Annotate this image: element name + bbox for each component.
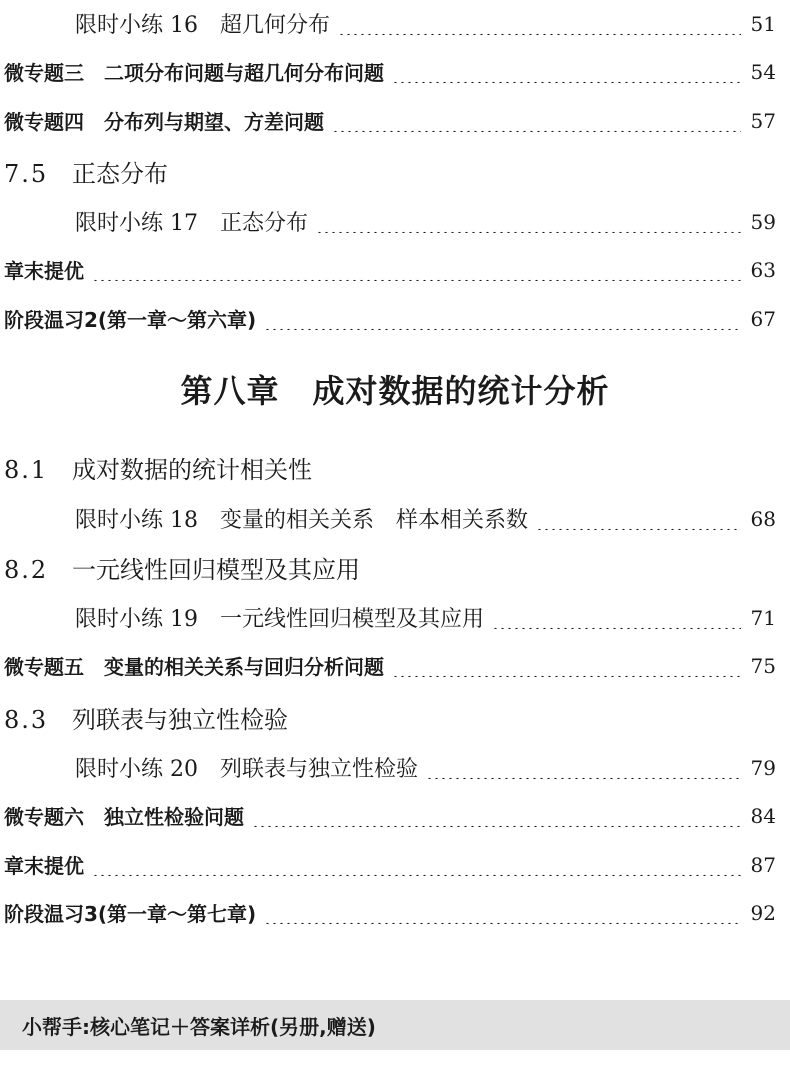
toc-entry[interactable]: [0, 206, 790, 237]
toc-entry-label: 微专题三 二项分布问题与超几何分布问题: [4, 61, 384, 85]
toc-entry[interactable]: [0, 106, 790, 135]
leader-dots: [252, 805, 741, 827]
leader-dots: [264, 308, 740, 330]
toc-page-number: 59: [750, 209, 776, 234]
section-title: 列联表与独立性检验: [72, 706, 288, 734]
section-heading[interactable]: [4, 154, 168, 189]
toc-entry[interactable]: [0, 651, 790, 680]
toc-page-number: 57: [750, 108, 776, 133]
toc-entry-label: 阶段温习3(第一章～第七章): [4, 902, 257, 926]
section-number: 7.5: [4, 160, 49, 188]
toc-entry-label: 章末提优: [4, 854, 84, 878]
toc-entry[interactable]: [0, 898, 790, 927]
toc-entry[interactable]: [0, 602, 790, 633]
section-heading[interactable]: [4, 700, 288, 735]
leader-dots: [332, 110, 741, 132]
leader-dots: [392, 61, 741, 83]
toc-entry[interactable]: [0, 57, 790, 86]
toc-page-number: 54: [750, 59, 776, 84]
leader-dots: [536, 508, 741, 530]
leader-dots: [264, 902, 740, 924]
toc-page-number: 84: [750, 803, 776, 828]
toc-entry-label: 微专题五 变量的相关关系与回归分析问题: [4, 655, 384, 679]
toc-entry[interactable]: [0, 8, 790, 39]
helper-banner-text: 小帮手:核心笔记＋答案详析(另册,赠送): [22, 1014, 376, 1039]
toc-entry-label: 微专题四 分布列与期望、方差问题: [4, 110, 324, 134]
leader-dots: [92, 259, 741, 281]
section-title: 成对数据的统计相关性: [72, 456, 312, 484]
helper-banner: [0, 1000, 790, 1050]
toc-page-number: 68: [750, 506, 776, 531]
toc-entry[interactable]: [0, 255, 790, 284]
toc-page-number: 79: [750, 755, 776, 780]
chapter-title: 第八章 成对数据的统计分析: [180, 372, 610, 410]
toc-page-number: 51: [750, 11, 776, 36]
toc-entry-label: 限时小练 20 列联表与独立性检验: [75, 757, 418, 782]
toc-entry[interactable]: [0, 850, 790, 879]
section-title: 一元线性回归模型及其应用: [72, 556, 360, 584]
toc-page-number: 67: [750, 306, 776, 331]
toc-page-number: 63: [750, 257, 776, 282]
leader-dots: [92, 854, 741, 876]
toc-entry-label: 章末提优: [4, 259, 84, 283]
leader-dots: [316, 211, 741, 233]
leader-dots: [392, 655, 741, 677]
toc-entry[interactable]: [0, 503, 790, 534]
leader-dots: [492, 607, 741, 629]
toc-entry-label: 阶段温习2(第一章～第六章): [4, 308, 257, 332]
toc-entry-label: 微专题六 独立性检验问题: [4, 805, 244, 829]
toc-entry-label: 限时小练 19 一元线性回归模型及其应用: [75, 607, 484, 632]
toc-page-number: 75: [750, 653, 776, 678]
toc-page-number: 92: [750, 900, 776, 925]
toc-page-number: 71: [750, 605, 776, 630]
toc-entry-label: 限时小练 18 变量的相关关系 样本相关系数: [75, 508, 528, 533]
section-heading[interactable]: [4, 450, 312, 485]
toc-entry[interactable]: [0, 304, 790, 333]
toc-page-number: 87: [750, 852, 776, 877]
leader-dots: [426, 757, 741, 779]
toc-entry[interactable]: [0, 752, 790, 783]
toc-entry[interactable]: [0, 801, 790, 830]
toc-entry-label: 限时小练 16 超几何分布: [75, 13, 330, 38]
section-heading[interactable]: [4, 550, 360, 585]
section-number: 8.1: [4, 456, 49, 484]
toc-entry-label: 限时小练 17 正态分布: [75, 211, 308, 236]
leader-dots: [338, 13, 741, 35]
section-title: 正态分布: [72, 160, 168, 188]
section-number: 8.2: [4, 556, 49, 584]
section-number: 8.3: [4, 706, 49, 734]
